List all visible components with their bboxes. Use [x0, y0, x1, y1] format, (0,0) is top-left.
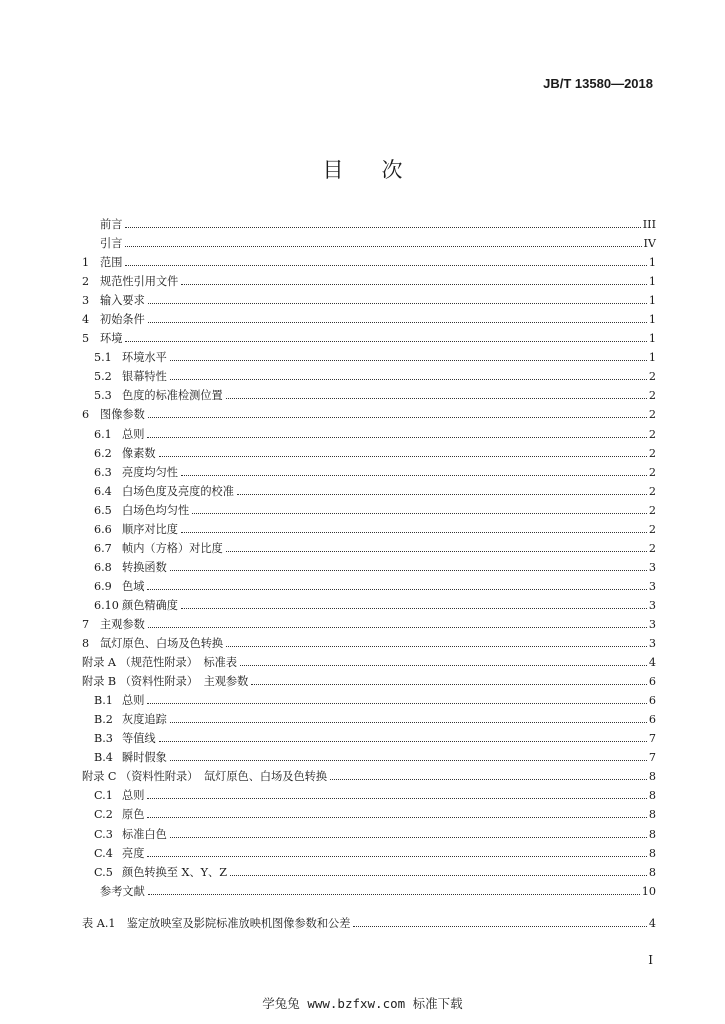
toc-entry-page: 2	[648, 503, 656, 517]
watermark-text: 学兔兔 www.bzfxw.com 标准下载	[262, 996, 463, 1011]
toc-entry[interactable]	[82, 882, 656, 901]
toc-entry-title: 氙灯原色、白场及色转换	[100, 637, 224, 651]
toc-entry-title: 附录 B （资料性附录） 主观参数	[82, 675, 249, 689]
toc-dot-leader	[237, 494, 647, 495]
toc-entry[interactable]	[82, 596, 656, 615]
toc-entry-number: 2	[82, 275, 90, 289]
toc-entry-number: 4	[82, 313, 90, 327]
toc-entry-number: 6.7	[94, 541, 112, 555]
toc-dot-leader	[240, 665, 647, 666]
toc-entry-page: 1	[648, 256, 656, 270]
toc-entry-page: 2	[648, 389, 656, 403]
toc-entry-number: C.2	[94, 808, 113, 822]
toc-entry-title: 灰度追踪	[122, 713, 167, 727]
toc-entry[interactable]	[82, 405, 656, 424]
toc-entry-page: 6	[648, 713, 656, 727]
toc-entry-page: 7	[648, 732, 656, 746]
toc-dot-leader	[147, 856, 646, 857]
toc-entry-page: 8	[648, 846, 656, 860]
toc-entry[interactable]	[82, 844, 656, 863]
toc-dot-leader	[353, 926, 646, 927]
toc-entry-page: 1	[648, 275, 656, 289]
toc-entry-page: 4	[648, 656, 656, 670]
toc-entry-page: 2	[648, 465, 656, 479]
toc-entry-title: 像素数	[122, 446, 156, 460]
toc-dot-leader	[125, 341, 646, 342]
toc-entry[interactable]	[82, 805, 656, 824]
toc-entry-number: 3	[82, 294, 90, 308]
toc-dot-leader	[226, 646, 647, 647]
toc-entry-title: 总则	[122, 789, 145, 803]
toc-entry-page: 1	[648, 294, 656, 308]
toc-dot-leader	[170, 379, 647, 380]
toc-entry-number: C.4	[94, 846, 113, 860]
toc-entry-page: 6	[648, 694, 656, 708]
toc-dot-leader	[147, 703, 646, 704]
toc-dot-leader	[170, 570, 647, 571]
toc-entry-page: 2	[648, 370, 656, 384]
toc-entry[interactable]	[82, 234, 656, 253]
toc-entry[interactable]	[82, 539, 656, 558]
toc-dot-leader	[147, 589, 646, 590]
toc-dot-leader	[170, 360, 647, 361]
toc-dot-leader	[148, 322, 647, 323]
toc-entry-number: 6.4	[94, 484, 112, 498]
toc-entry-number: 6	[82, 408, 90, 422]
toc-entry-page: 8	[648, 808, 656, 822]
toc-entry-title: 颜色转换至 X、Y、Z	[122, 865, 227, 879]
toc-dot-leader	[181, 475, 647, 476]
toc-entry-title: 亮度均匀性	[122, 465, 178, 479]
toc-entry-title: 环境	[100, 332, 123, 346]
toc-dot-leader	[148, 894, 640, 895]
toc-entry[interactable]	[82, 914, 656, 933]
toc-entry[interactable]	[82, 520, 656, 539]
toc-entry-title: 规范性引用文件	[100, 275, 179, 289]
toc-entry-page: 8	[648, 770, 656, 784]
toc-entry-title: 引言	[100, 237, 123, 251]
toc-dot-leader	[148, 303, 647, 304]
toc-entry-title: 前言	[100, 218, 123, 231]
toc-dot-leader	[192, 513, 647, 514]
toc-entry-title: 瞬时假象	[122, 751, 167, 765]
toc-dot-leader	[159, 741, 647, 742]
toc-entry-title: 等值线	[122, 732, 156, 746]
toc-entry[interactable]	[82, 482, 656, 501]
toc-entry-number: 5.1	[94, 351, 112, 365]
toc-dot-leader	[147, 437, 646, 438]
toc-entry[interactable]	[82, 786, 656, 805]
toc-entry-page: 10	[641, 884, 656, 898]
toc-entry-number: 8	[82, 637, 90, 651]
toc-entry-number: 5.2	[94, 370, 112, 384]
toc-entry-title: 主观参数	[100, 617, 145, 631]
toc-entry[interactable]	[82, 653, 656, 672]
toc-entry[interactable]	[82, 729, 656, 748]
toc-entry-page: 2	[648, 446, 656, 460]
toc-dot-leader	[148, 417, 647, 418]
toc-entry[interactable]	[82, 748, 656, 767]
toc-entry[interactable]	[82, 463, 656, 482]
toc-entry-title: 白场色均匀性	[122, 503, 190, 517]
toc-entry-number: B.3	[94, 732, 113, 746]
toc-entry-title: 原色	[122, 808, 145, 822]
toc-entry-title: 银幕特性	[122, 370, 167, 384]
toc-entry-title: 表 A.1 鉴定放映室及影院标准放映机图像参数和公差	[82, 916, 351, 930]
toc-entry[interactable]	[82, 253, 656, 272]
toc-entry-number: 1	[82, 256, 90, 270]
toc-dot-leader	[147, 817, 646, 818]
toc-entry[interactable]	[82, 863, 656, 882]
toc-entry-title: 附录 C （资料性附录） 氙灯原色、白场及色转换	[82, 770, 328, 784]
toc-entry[interactable]	[82, 825, 656, 844]
toc-dot-leader	[125, 265, 646, 266]
toc-dot-leader	[170, 837, 647, 838]
toc-entry[interactable]	[82, 348, 656, 367]
toc-entry-title: 顺序对比度	[122, 522, 178, 536]
toc-dot-leader	[226, 551, 647, 552]
toc-entry-page: 7	[648, 751, 656, 765]
toc-entry-title: 附录 A （规范性附录） 标准表	[82, 656, 238, 670]
toc-entry-page: 3	[648, 598, 656, 612]
toc-dot-leader	[125, 227, 640, 228]
toc-entry-title: 颜色精确度	[122, 598, 178, 612]
toc-entry-title: 参考文献	[100, 884, 145, 898]
toc-dot-leader	[159, 456, 647, 457]
toc-entry-page: IV	[643, 237, 656, 251]
toc-dot-leader	[170, 760, 647, 761]
toc-entry-title: 色度的标准检测位置	[122, 389, 223, 403]
toc-entry[interactable]	[82, 710, 656, 729]
toc-dot-leader	[181, 608, 647, 609]
toc-dot-leader	[170, 722, 647, 723]
toc-entry-page: 2	[648, 427, 656, 441]
toc-entry[interactable]	[82, 577, 656, 596]
toc-entry[interactable]	[82, 425, 656, 444]
toc-entry-number: 6.1	[94, 427, 112, 441]
toc-entry[interactable]	[82, 634, 656, 653]
toc-entry-page: 1	[648, 351, 656, 365]
toc-entry-page: 4	[648, 916, 656, 930]
toc-dot-leader	[181, 532, 647, 533]
toc-entry-page: 8	[648, 789, 656, 803]
toc-entry[interactable]	[82, 558, 656, 577]
toc-entry[interactable]	[82, 444, 656, 463]
toc-entry-title: 输入要求	[100, 294, 145, 308]
toc-entry[interactable]	[82, 691, 656, 710]
toc-dot-leader	[251, 684, 647, 685]
toc-entry-page: 1	[648, 332, 656, 346]
toc-entry[interactable]	[82, 291, 656, 310]
toc-entry-page: 8	[648, 827, 656, 841]
toc-entry-title: 图像参数	[100, 408, 145, 422]
toc-dot-leader	[181, 284, 647, 285]
document-code: JB/T 13580—2018	[543, 76, 653, 91]
toc-entry-title: 色域	[122, 579, 145, 593]
toc-entry-page: 1	[648, 313, 656, 327]
toc-entry[interactable]	[82, 386, 656, 405]
toc-entry-number: 6.8	[94, 560, 112, 574]
table-of-contents	[82, 215, 656, 933]
toc-entry-number: 6.9	[94, 579, 112, 593]
toc-entry-title: 转换函数	[122, 560, 167, 574]
toc-entry-page: 6	[648, 675, 656, 689]
toc-entry[interactable]	[82, 501, 656, 520]
toc-entry[interactable]	[82, 672, 656, 691]
toc-entry-number: B.4	[94, 751, 113, 765]
toc-entry[interactable]	[82, 329, 656, 348]
toc-entry-number: C.3	[94, 827, 113, 841]
page-number: I	[648, 953, 653, 967]
toc-entry-number: 5.3	[94, 389, 112, 403]
toc-entry-number: C.1	[94, 789, 113, 803]
toc-entry-number: 6.6	[94, 522, 112, 536]
toc-entry[interactable]	[82, 367, 656, 386]
toc-entry-page: 2	[648, 522, 656, 536]
page-title: 目次	[322, 158, 441, 182]
toc-entry[interactable]	[82, 615, 656, 634]
toc-entry-number: 6.5	[94, 503, 112, 517]
toc-dot-leader	[226, 398, 647, 399]
toc-dot-leader	[230, 875, 647, 876]
toc-entry-page: 2	[648, 541, 656, 555]
toc-entry-number: 6.10	[94, 598, 119, 612]
toc-entry-page: 3	[648, 617, 656, 631]
toc-entry-page: 2	[648, 408, 656, 422]
toc-entry-page: 3	[648, 637, 656, 651]
toc-entry-page: 2	[648, 484, 656, 498]
toc-entry-title: 初始条件	[100, 313, 145, 327]
toc-entry-page: 3	[648, 579, 656, 593]
toc-entry-title: 白场色度及亮度的校准	[122, 484, 234, 498]
toc-entry-number: 5	[82, 332, 90, 346]
toc-dot-leader	[147, 798, 646, 799]
toc-entry[interactable]	[82, 215, 656, 234]
toc-entry-title: 总则	[122, 427, 145, 441]
toc-entry-title: 亮度	[122, 846, 145, 860]
toc-entry[interactable]	[82, 310, 656, 329]
toc-entry-title: 总则	[122, 694, 145, 708]
toc-entry-title: 环境水平	[122, 351, 167, 365]
toc-entry[interactable]	[82, 272, 656, 291]
toc-entry[interactable]	[82, 767, 656, 786]
toc-entry-page: 8	[648, 865, 656, 879]
toc-dot-leader	[330, 779, 647, 780]
toc-dot-leader	[125, 246, 641, 247]
toc-entry-number: 6.2	[94, 446, 112, 460]
toc-entry-page: 3	[648, 560, 656, 574]
toc-entry-title: 标准白色	[122, 827, 167, 841]
toc-entry-number: B.2	[94, 713, 113, 727]
toc-entry-number: 7	[82, 617, 90, 631]
toc-entry-page: III	[642, 218, 656, 231]
toc-entry-title: 范围	[100, 256, 123, 270]
toc-entry-number: B.1	[94, 694, 113, 708]
toc-entry-number: C.5	[94, 865, 113, 879]
toc-entry-title: 帧内（方格）对比度	[122, 541, 223, 555]
toc-dot-leader	[148, 627, 647, 628]
toc-entry-number: 6.3	[94, 465, 112, 479]
